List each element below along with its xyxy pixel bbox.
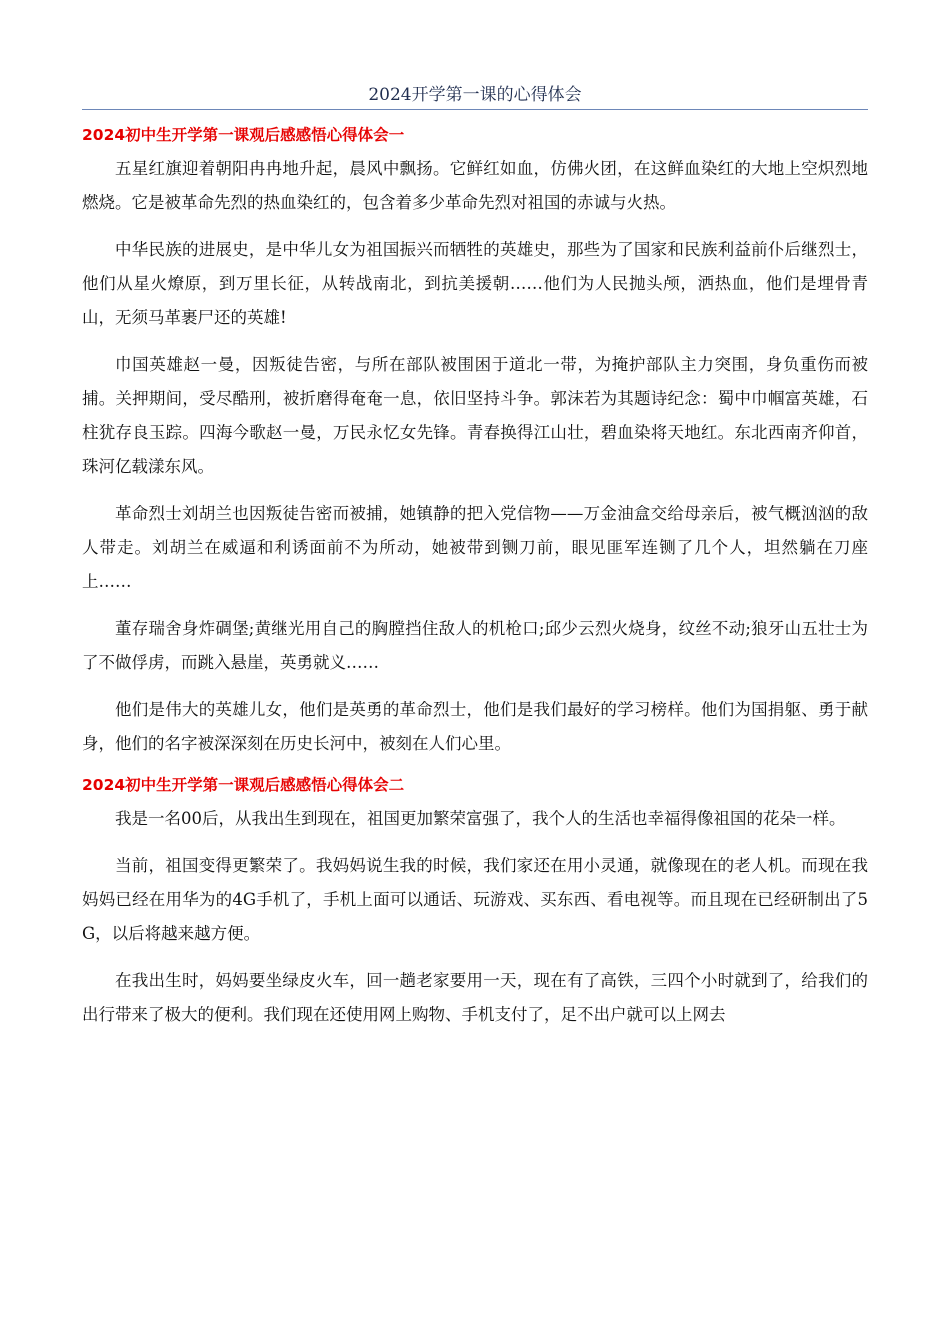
section-1 (82, 124, 868, 761)
paragraph: 在我出生时，妈妈要坐绿皮火车，回一趟老家要用一天，现在有了高铁，三四个小时就到了，给我们的出行带来了极大的便利。我们现在还使用网上购物、手机支付了，足不出户就可以上网去 (82, 971, 868, 1024)
paragraph: 五星红旗迎着朝阳冉冉地升起，晨风中飘扬。它鲜红如血，仿佛火团，在这鲜血染红的大地上空炽烈地燃烧。它是被革命先烈的热血染红的，包含着多少革命先烈对祖国的赤诚与火热。 (82, 159, 868, 212)
document-title: 2024开学第一课的心得体会 (368, 85, 582, 105)
section-heading: 2024初中生开学第一课观后感感悟心得体会二 (82, 776, 405, 794)
paragraph: 他们是伟大的英雄儿女，他们是英勇的革命烈士，他们是我们最好的学习榜样。他们为国捐躯、勇于献身，他们的名字被深深刻在历史长河中，被刻在人们心里。 (82, 700, 868, 753)
document-body (82, 124, 868, 1045)
title-divider (82, 109, 868, 110)
paragraph: 中华民族的进展史，是中华儿女为祖国振兴而牺牲的英雄史，那些为了国家和民族利益前仆后继烈士，他们从星火燎原，到万里长征，从转战南北，到抗美援朝……他们为人民抛头颅，洒热血，他们是埋骨青山，无须马革裹尸还的英雄! (82, 240, 868, 327)
paragraph: 当前，祖国变得更繁荣了。我妈妈说生我的时候，我们家还在用小灵通，就像现在的老人机。而现在我妈妈已经在用华为的4G手机了，手机上面可以通话、玩游戏、买东西、看电视等。而且现在已经研制出了5G，以后将越来越方便。 (82, 856, 868, 943)
section-heading: 2024初中生开学第一课观后感感悟心得体会一 (82, 126, 405, 144)
section-2 (82, 774, 868, 1032)
paragraph: 革命烈士刘胡兰也因叛徒告密而被捕，她镇静的把入党信物——万金油盒交给母亲后，被气概汹汹的敌人带走。刘胡兰在威逼和利诱面前不为所动，她被带到铡刀前，眼见匪军连铡了几个人，坦然躺在刀座上…… (82, 504, 868, 591)
paragraph: 我是一名00后，从我出生到现在，祖国更加繁荣富强了，我个人的生活也幸福得像祖国的花朵一样。 (115, 809, 846, 828)
paragraph: 董存瑞舍身炸碉堡;黄继光用自己的胸膛挡住敌人的机枪口;邱少云烈火烧身，纹丝不动;狼牙山五壮士为了不做俘虏，而跳入悬崖，英勇就义…… (82, 619, 868, 672)
paragraph: 巾国英雄赵一曼，因叛徒告密，与所在部队被围困于道北一带，为掩护部队主力突围，身负重伤而被捕。关押期间，受尽酷刑，被折磨得奄奄一息，依旧坚持斗争。郭沫若为其题诗纪念：蜀中巾帼富英雄，石柱犹存良玉踪。四海今歌赵一曼，万民永忆女先锋。青春换得江山壮，碧血染将天地红。东北西南齐仰首，珠河亿载漾东风。 (82, 355, 868, 476)
